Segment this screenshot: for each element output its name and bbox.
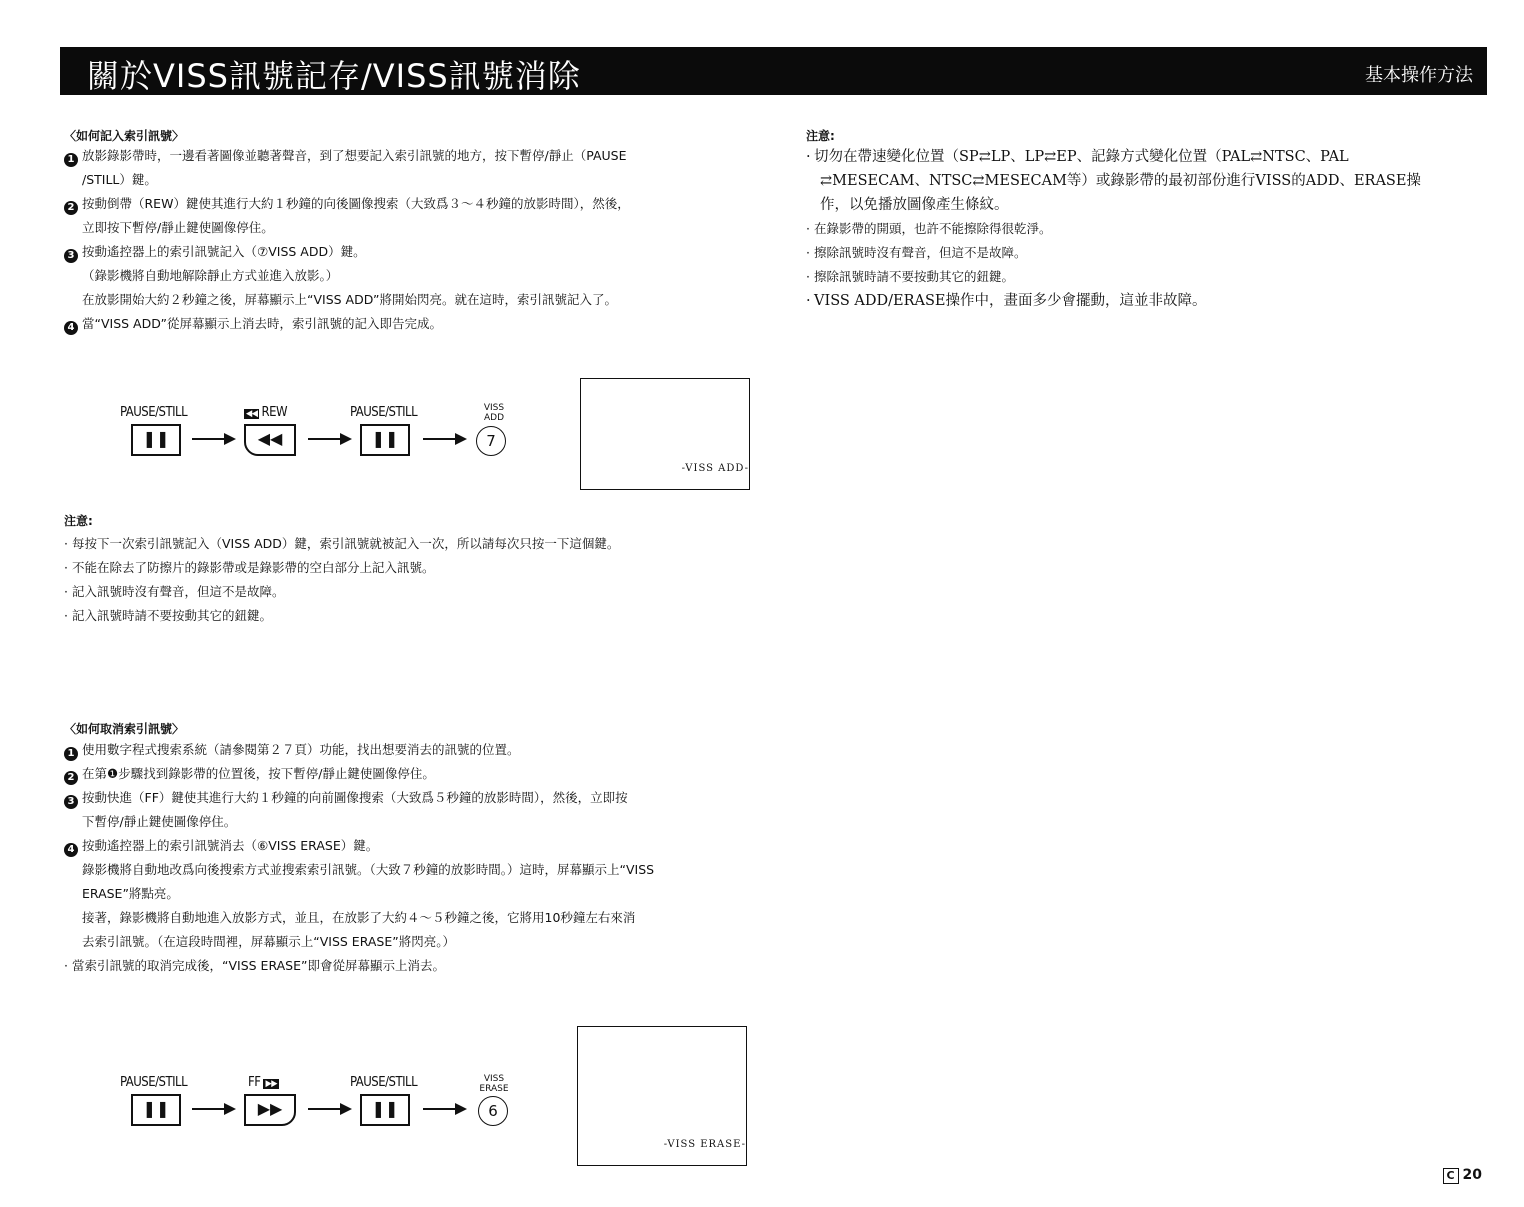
key-label-rew (244, 405, 287, 420)
note-text: 擦除訊號時沒有聲音，但這不是故障。 (814, 245, 1027, 260)
bullet-text: 當索引訊號的取消完成後，“VISS ERASE”即會從屏幕顯示上消去。 (72, 958, 445, 973)
add-heading: 〈如何記入索引訊號〉 (64, 129, 185, 143)
step-text: 放影錄影帶時，一邊看著圖像並聽著聲音，到了想要記入索引訊號的地方，按下暫停/靜止（PAUSE (82, 148, 627, 163)
step-text: 按動遙控器上的索引訊號消去（⑥VISS ERASE）鍵。 (82, 838, 379, 853)
add-step-3-cont2: 在放影開始大約２秒鐘之後，屏幕顯示上“VISS ADD”將開始閃亮。就在這時，索引訊號記入了。 (82, 292, 617, 307)
erase-heading: 〈如何取消索引訊號〉 (64, 722, 185, 736)
right-notes-heading: 注意: (806, 129, 835, 143)
fast-forward-icon: ▶▶ (257, 1099, 283, 1118)
section-label: 基本操作方法 (1365, 65, 1473, 86)
step-number-2: 2 (64, 771, 78, 785)
tv-screen-erase (577, 1026, 747, 1166)
note-text: 記入訊號時沒有聲音，但這不是故障。 (72, 584, 285, 599)
rew-label: REW (261, 405, 288, 420)
pause-icon: ❚❚ (371, 1099, 399, 1118)
ff-badge-icon: ▶▶ (265, 1079, 277, 1089)
osd-viss-erase: -VISS ERASE- (663, 1139, 746, 1150)
arrow-icon (308, 438, 350, 440)
right-note-1: · 切勿在帶速變化位置（SP⇄LP、LP⇄EP、記錄方式變化位置（PAL⇄NTSC、PAL (806, 149, 1349, 165)
page-title: 關於VISS訊號記存/VISS訊號消除 (87, 57, 581, 95)
erase-step-4-cont4: 去索引訊號。（在這段時間裡，屏幕顯示上“VISS ERASE”將閃亮。） (82, 934, 455, 949)
note-text: 不能在除去了防擦片的錄影帶或是錄影帶的空白部分上記入訊號。 (72, 560, 435, 575)
right-note-1-cont2: 作，以免播放圖像產生條紋。 (820, 197, 1009, 213)
tv-screen-add (580, 378, 750, 490)
add-step-4 (64, 312, 630, 336)
arrow-icon (308, 1108, 350, 1110)
step-number-2: 2 (64, 201, 78, 215)
right-note-1-cont1: ⇄MESECAM、NTSC⇄MESECAM等）或錄影帶的最初部份進行VISS的ADD、ERASE操 (820, 173, 1421, 189)
erase-step-1 (64, 738, 654, 762)
ff-key (244, 1094, 296, 1126)
note-text: 記入訊號時請不要按動其它的鈕鍵。 (72, 608, 273, 623)
note-text: 擦除訊號時請不要按動其它的鈕鍵。 (814, 269, 1015, 284)
step-text: 按動快進（FF）鍵使其進行大約１秒鐘的向前圖像搜索（大致爲５秒鐘的放影時間），然後，立即按 (82, 790, 628, 805)
add-note-3: · 記入訊號時沒有聲音，但這不是故障。 (64, 584, 285, 599)
step-text: 按動倒帶（REW）鍵使其進行大約１秒鐘的向後圖像搜索（大致爲３～４秒鐘的放影時間），然後， (82, 196, 630, 211)
ff-label: FF (248, 1075, 261, 1090)
add-diagram (120, 400, 760, 500)
pause-key-2 (360, 424, 410, 456)
add-step-3-cont1: （錄影機將自動地解除靜止方式並進入放影。） (82, 268, 339, 283)
erase-bullet: · 當索引訊號的取消完成後，“VISS ERASE”即會從屏幕顯示上消去。 (64, 958, 445, 973)
step-text: 按動遙控器上的索引訊號記入（⑦VISS ADD）鍵。 (82, 244, 366, 259)
arrow-icon (423, 438, 465, 440)
step-number-4: 4 (64, 321, 78, 335)
note-text: VISS ADD/ERASE操作中，畫面多少會擺動，這並非故障。 (814, 293, 1207, 309)
remote-label-top: VISS (483, 1074, 505, 1084)
key-label-pause-1: PAUSE/STILL (120, 405, 188, 420)
pause-key-1 (131, 424, 181, 456)
pause-key-1 (131, 1094, 181, 1126)
erase-steps (64, 738, 654, 978)
step-number-3: 3 (64, 795, 78, 809)
osd-viss-add: -VISS ADD- (681, 463, 749, 474)
add-notes (64, 532, 619, 628)
note-text: 在錄影帶的開頭，也許不能擦除得很乾淨。 (814, 221, 1052, 236)
erase-diagram (120, 1072, 760, 1172)
add-step-1-cont: /STILL）鍵。 (82, 172, 157, 187)
erase-step-3 (64, 786, 654, 810)
add-note-2: · 不能在除去了防擦片的錄影帶或是錄影帶的空白部分上記入訊號。 (64, 560, 435, 575)
rew-key (244, 424, 296, 456)
step-text: 在第❶步驟找到錄影帶的位置後，按下暫停/靜止鍵使圖像停住。 (82, 766, 435, 781)
note-text: 切勿在帶速變化位置（SP⇄LP、LP⇄EP、記錄方式變化位置（PAL⇄NTSC、PAL (814, 149, 1349, 165)
remote-label (474, 403, 514, 423)
erase-step-4-cont1: 錄影機將自動地改爲向後搜索方式並搜索索引訊號。（大致７秒鐘的放影時間。）這時，屏幕顯示上“VISS (82, 862, 655, 877)
key-label-pause-2: PAUSE/STILL (350, 1075, 418, 1090)
title-bar (60, 47, 1487, 95)
add-note-4: · 記入訊號時請不要按動其它的鈕鍵。 (64, 608, 273, 623)
add-step-2 (64, 192, 630, 216)
add-steps (64, 144, 630, 336)
erase-step-4-cont3: 接著，錄影機將自動地進入放影方式，並且，在放影了大約４～５秒鐘之後，它將用10秒鐘左右來消 (82, 910, 636, 925)
remote-label-top: VISS (483, 403, 505, 413)
language-badge: C (1443, 1168, 1459, 1184)
right-note-3: · 擦除訊號時沒有聲音，但這不是故障。 (806, 245, 1027, 260)
remote-label-bottom: ERASE (479, 1084, 509, 1094)
add-step-1 (64, 144, 630, 168)
add-notes-heading: 注意: (64, 514, 93, 528)
key-label-pause-2: PAUSE/STILL (350, 405, 418, 420)
pause-icon: ❚❚ (142, 1099, 170, 1118)
add-note-1: · 每按下一次索引訊號記入（VISS ADD）鍵，索引訊號就被記入一次，所以請每次只按一下這個鍵。 (64, 536, 620, 551)
step-text: 使用數字程式搜索系統（請參閱第２７頁）功能，找出想要消去的訊號的位置。 (82, 742, 520, 757)
page-number-text: 20 (1462, 1167, 1482, 1183)
step-text: 當“VISS ADD”從屏幕顯示上消去時，索引訊號的記入即告完成。 (82, 316, 442, 331)
erase-step-2 (64, 762, 654, 786)
arrow-icon (423, 1108, 465, 1110)
page-number (1443, 1167, 1482, 1184)
add-step-3 (64, 240, 630, 264)
pause-icon: ❚❚ (142, 429, 170, 448)
right-note-5: · VISS ADD/ERASE操作中，畫面多少會擺動，這並非故障。 (806, 293, 1207, 309)
key-label-ff (248, 1075, 279, 1090)
erase-step-4 (64, 834, 654, 858)
right-notes (806, 145, 1421, 313)
step-number-1: 1 (64, 153, 78, 167)
step-number-1: 1 (64, 747, 78, 761)
add-step-2-cont: 立即按下暫停/靜止鍵使圖像停住。 (82, 220, 274, 235)
step-number-3: 3 (64, 249, 78, 263)
erase-step-4-cont2: ERASE”將點亮。 (82, 886, 179, 901)
right-note-2: · 在錄影帶的開頭，也許不能擦除得很乾淨。 (806, 221, 1052, 236)
key-label-pause-1: PAUSE/STILL (120, 1075, 188, 1090)
rew-badge-icon: ◀◀ (246, 409, 258, 419)
remote-label-bottom: ADD (483, 413, 505, 423)
erase-step-3-cont: 下暫停/靜止鍵使圖像停住。 (82, 814, 237, 829)
remote-label (468, 1074, 520, 1094)
step-number-4: 4 (64, 843, 78, 857)
pause-icon: ❚❚ (371, 429, 399, 448)
arrow-icon (192, 438, 234, 440)
pause-key-2 (360, 1094, 410, 1126)
right-note-4: · 擦除訊號時請不要按動其它的鈕鍵。 (806, 269, 1015, 284)
note-text: 每按下一次索引訊號記入（VISS ADD）鍵，索引訊號就被記入一次，所以請每次只按一下這個鍵。 (72, 536, 620, 551)
rewind-icon: ◀◀ (257, 429, 283, 448)
arrow-icon (192, 1108, 234, 1110)
remote-key-7: 7 (476, 426, 506, 456)
remote-key-6: 6 (478, 1096, 508, 1126)
